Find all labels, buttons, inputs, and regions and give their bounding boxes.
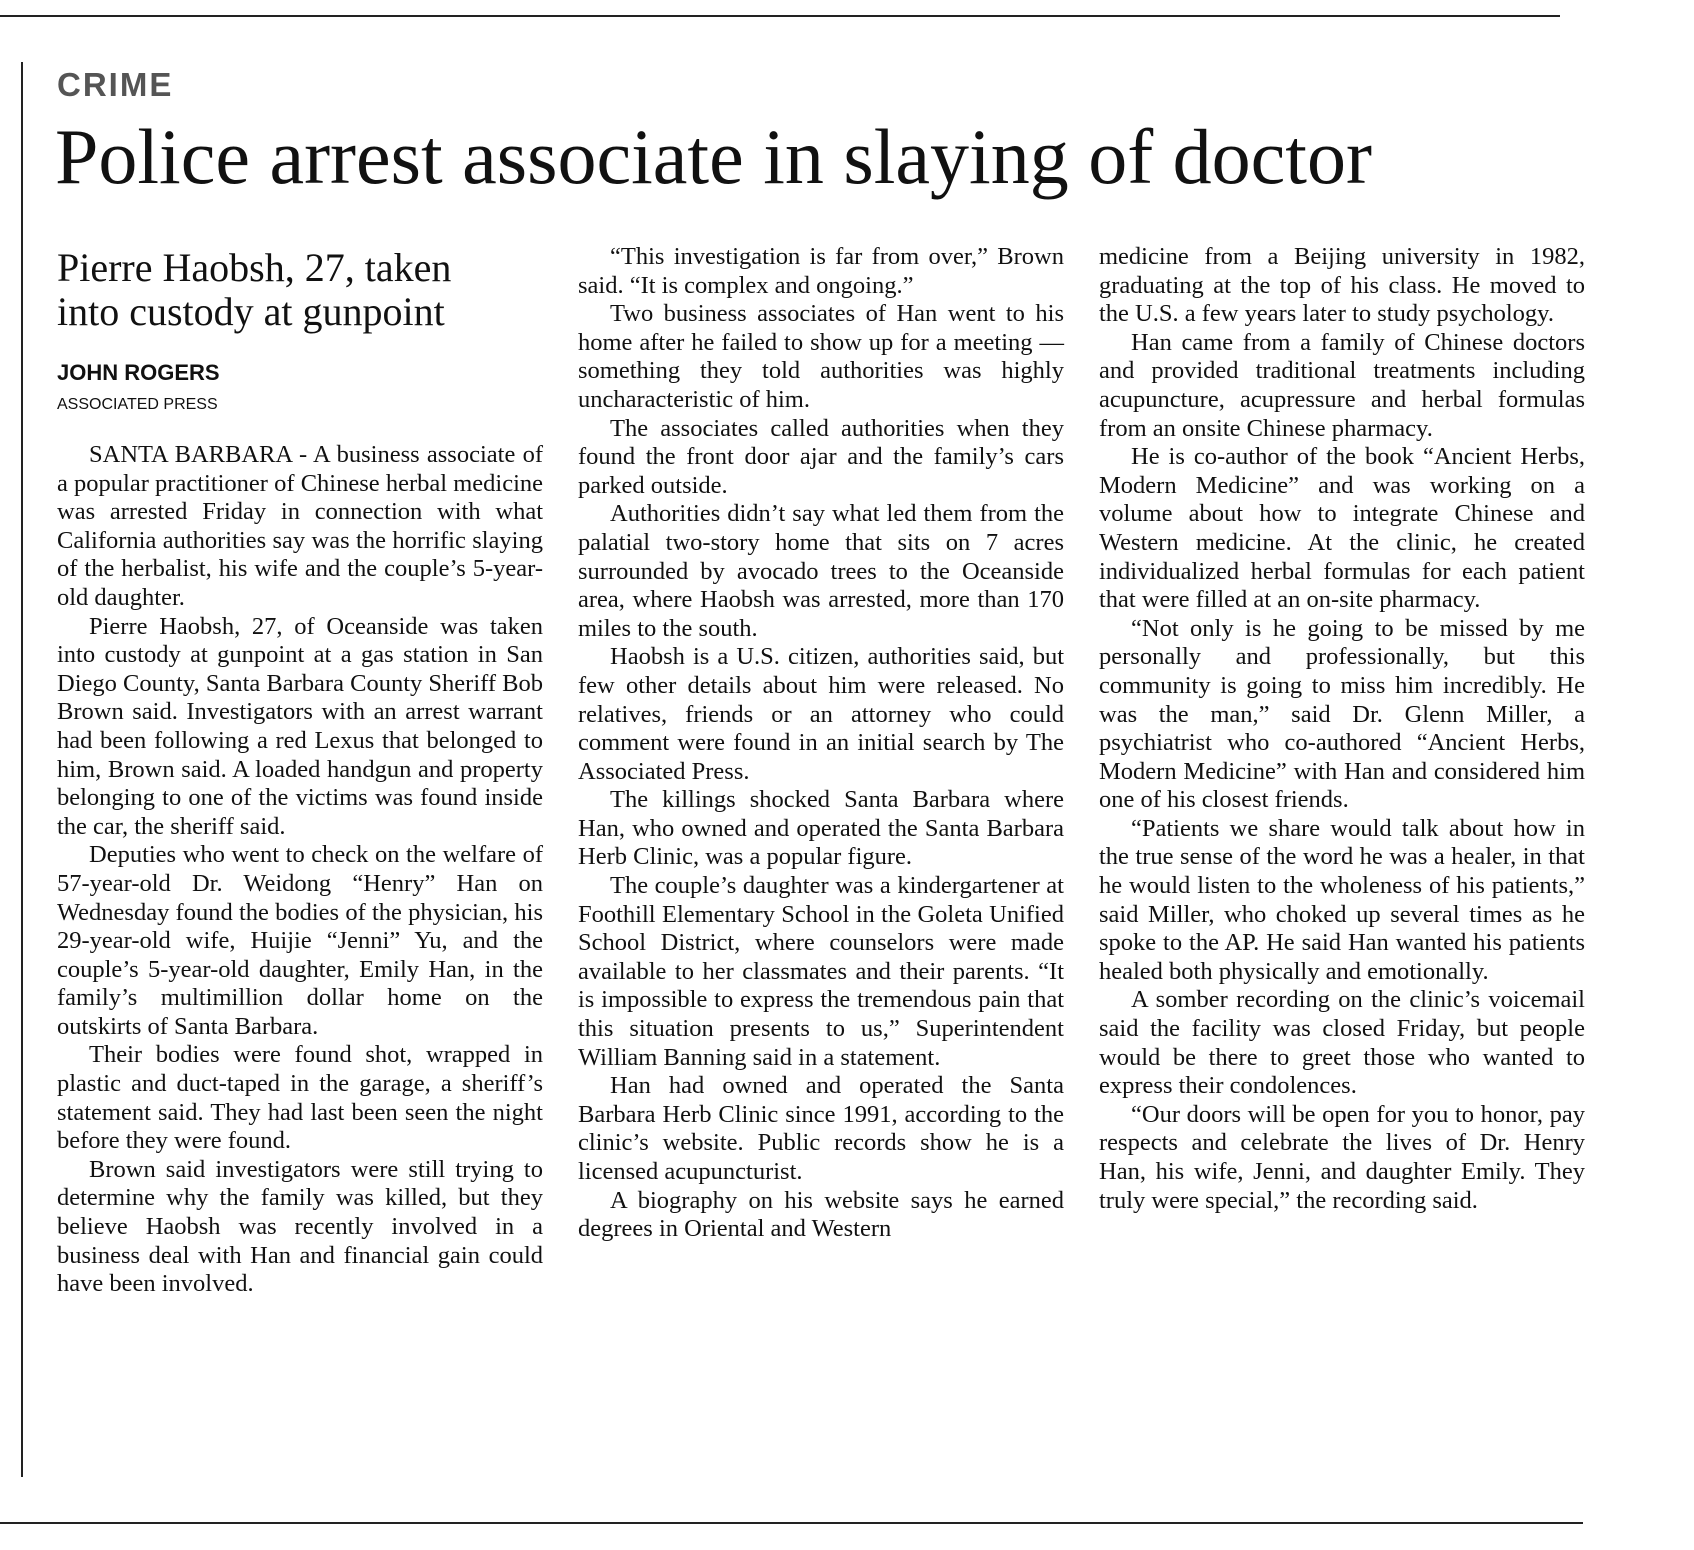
- paragraph: “Patients we share would talk about how in the true sense of the word he was a healer, in that he would listen to the wholeness of his patients,” said Miller, who choked up several times as he spoke to the AP. He said Han wanted his patients healed both physically and emotionally.: [1099, 814, 1585, 985]
- paragraph: Two business associates of Han went to his home after he failed to show up for a meeting — something they told authorities was highly uncharacteristic of him.: [578, 300, 1064, 413]
- deck-line: Pierre Haobsh, 27, taken: [57, 245, 452, 290]
- paragraph: Authorities didn’t say what led them from the palatial two-story home that sits on 7 acres surrounded by avocado trees to the Oceanside area, where Haobsh was arrested, more than 170 miles to the south.: [578, 500, 1064, 642]
- paragraph: Brown said investigators were still trying to determine why the family was killed, but they believe Haobsh was recently involved in a business deal with Han and financial gain could have been involved.: [57, 1155, 543, 1298]
- paragraph: Haobsh is a U.S. citizen, authorities said, but few other details about him were released. No relatives, friends or an attorney who could comment were found in an initial search by The Associated Press.: [578, 643, 1064, 785]
- paragraph: Deputies who went to check on the welfare of 57-year-old Dr. Weidong “Henry” Han on Wednesday found the bodies of the physician, his 29-year-old wife, Huijie “Jenni” Yu, and the couple’s 5-year-old daughter, Emily Han, in the family’s multimillion dollar home on the outskirts of Santa Barbara.: [57, 841, 543, 1040]
- paragraph: Han had owned and operated the Santa Barbara Herb Clinic since 1991, according to the clinic’s website. Public records show he is a licensed acupuncturist.: [578, 1072, 1064, 1185]
- article-column-1: [57, 441, 543, 1299]
- section-label: CRIME: [57, 66, 174, 103]
- paragraph: The associates called authorities when they found the front door ajar and the family’s cars parked outside.: [578, 414, 1064, 499]
- paragraph: Their bodies were found shot, wrapped in plastic and duct-taped in the garage, a sheriff’s statement said. They had last been seen the night before they were found.: [57, 1041, 543, 1155]
- paragraph: SANTA BARBARA - A business associate of a popular practitioner of Chinese herbal medicine was arrested Friday in connection with what California authorities say was the horrific slaying of the herbalist, his wife and the couple’s 5-year-old daughter.: [57, 441, 543, 611]
- paragraph: “This investigation is far from over,” Brown said. “It is complex and ongoing.”: [578, 243, 1064, 299]
- top-rule: [0, 15, 1560, 17]
- byline-credit: ASSOCIATED PRESS: [57, 396, 218, 413]
- paragraph: “Our doors will be open for you to honor, pay respects and celebrate the lives of Dr. Henry Han, his wife, Jenni, and daughter Emily. They truly were special,” the recording said.: [1099, 1100, 1585, 1214]
- article-column-3: [1099, 243, 1585, 1215]
- paragraph: A somber recording on the clinic’s voicemail said the facility was closed Friday, but people would be there to greet those who wanted to express their condolences.: [1099, 986, 1585, 1100]
- deck-line: into custody at gunpoint: [57, 289, 445, 334]
- paragraph: A biography on his website says he earned degrees in Oriental and Western: [578, 1186, 1064, 1243]
- byline: JOHN ROGERS: [57, 360, 220, 385]
- paragraph: The couple’s daughter was a kindergartener at Foothill Elementary School in the Goleta Unified School District, where counselors were made available to her classmates and their parents. “It is impossible to express the tremendous pain that this situation presents to us,” Superintendent William Banning said in a statement.: [578, 872, 1064, 1071]
- deck-subheadline: [57, 246, 557, 334]
- left-column-rule: [21, 62, 23, 1477]
- paragraph: Pierre Haobsh, 27, of Oceanside was taken into custody at gunpoint at a gas station in San Diego County, Santa Barbara County Sheriff Bob Brown said. Investigators with an arrest warrant had been following a red Lexus that belonged to him, Brown said. A loaded handgun and property belonging to one of the victims was found inside the car, the sheriff said.: [57, 612, 543, 840]
- paragraph: Han came from a family of Chinese doctors and provided traditional treatments including acupuncture, acupressure and herbal formulas from an onsite Chinese pharmacy.: [1099, 328, 1585, 442]
- article-column-2: [578, 243, 1064, 1244]
- headline: Police arrest associate in slaying of doctor: [55, 113, 1372, 200]
- paragraph: medicine from a Beijing university in 1982, graduating at the top of his class. He moved to the U.S. a few years later to study psychology.: [1099, 243, 1585, 328]
- bottom-rule: [0, 1522, 1583, 1524]
- paragraph: “Not only is he going to be missed by me personally and professionally, but this community is going to miss him incredibly. He was the man,” said Dr. Glenn Miller, a psychiatrist who co-authored “Ancient Herbs, Modern Medicine” with Han and considered him one of his closest friends.: [1099, 614, 1585, 814]
- paragraph: The killings shocked Santa Barbara where Han, who owned and operated the Santa Barbara Herb Clinic, was a popular figure.: [578, 786, 1064, 871]
- paragraph: He is co-author of the book “Ancient Herbs, Modern Medicine” and was working on a volume about how to integrate Chinese and Western medicine. At the clinic, he created individualized herbal formulas for each patient that were filled at an on-site pharmacy.: [1099, 443, 1585, 614]
